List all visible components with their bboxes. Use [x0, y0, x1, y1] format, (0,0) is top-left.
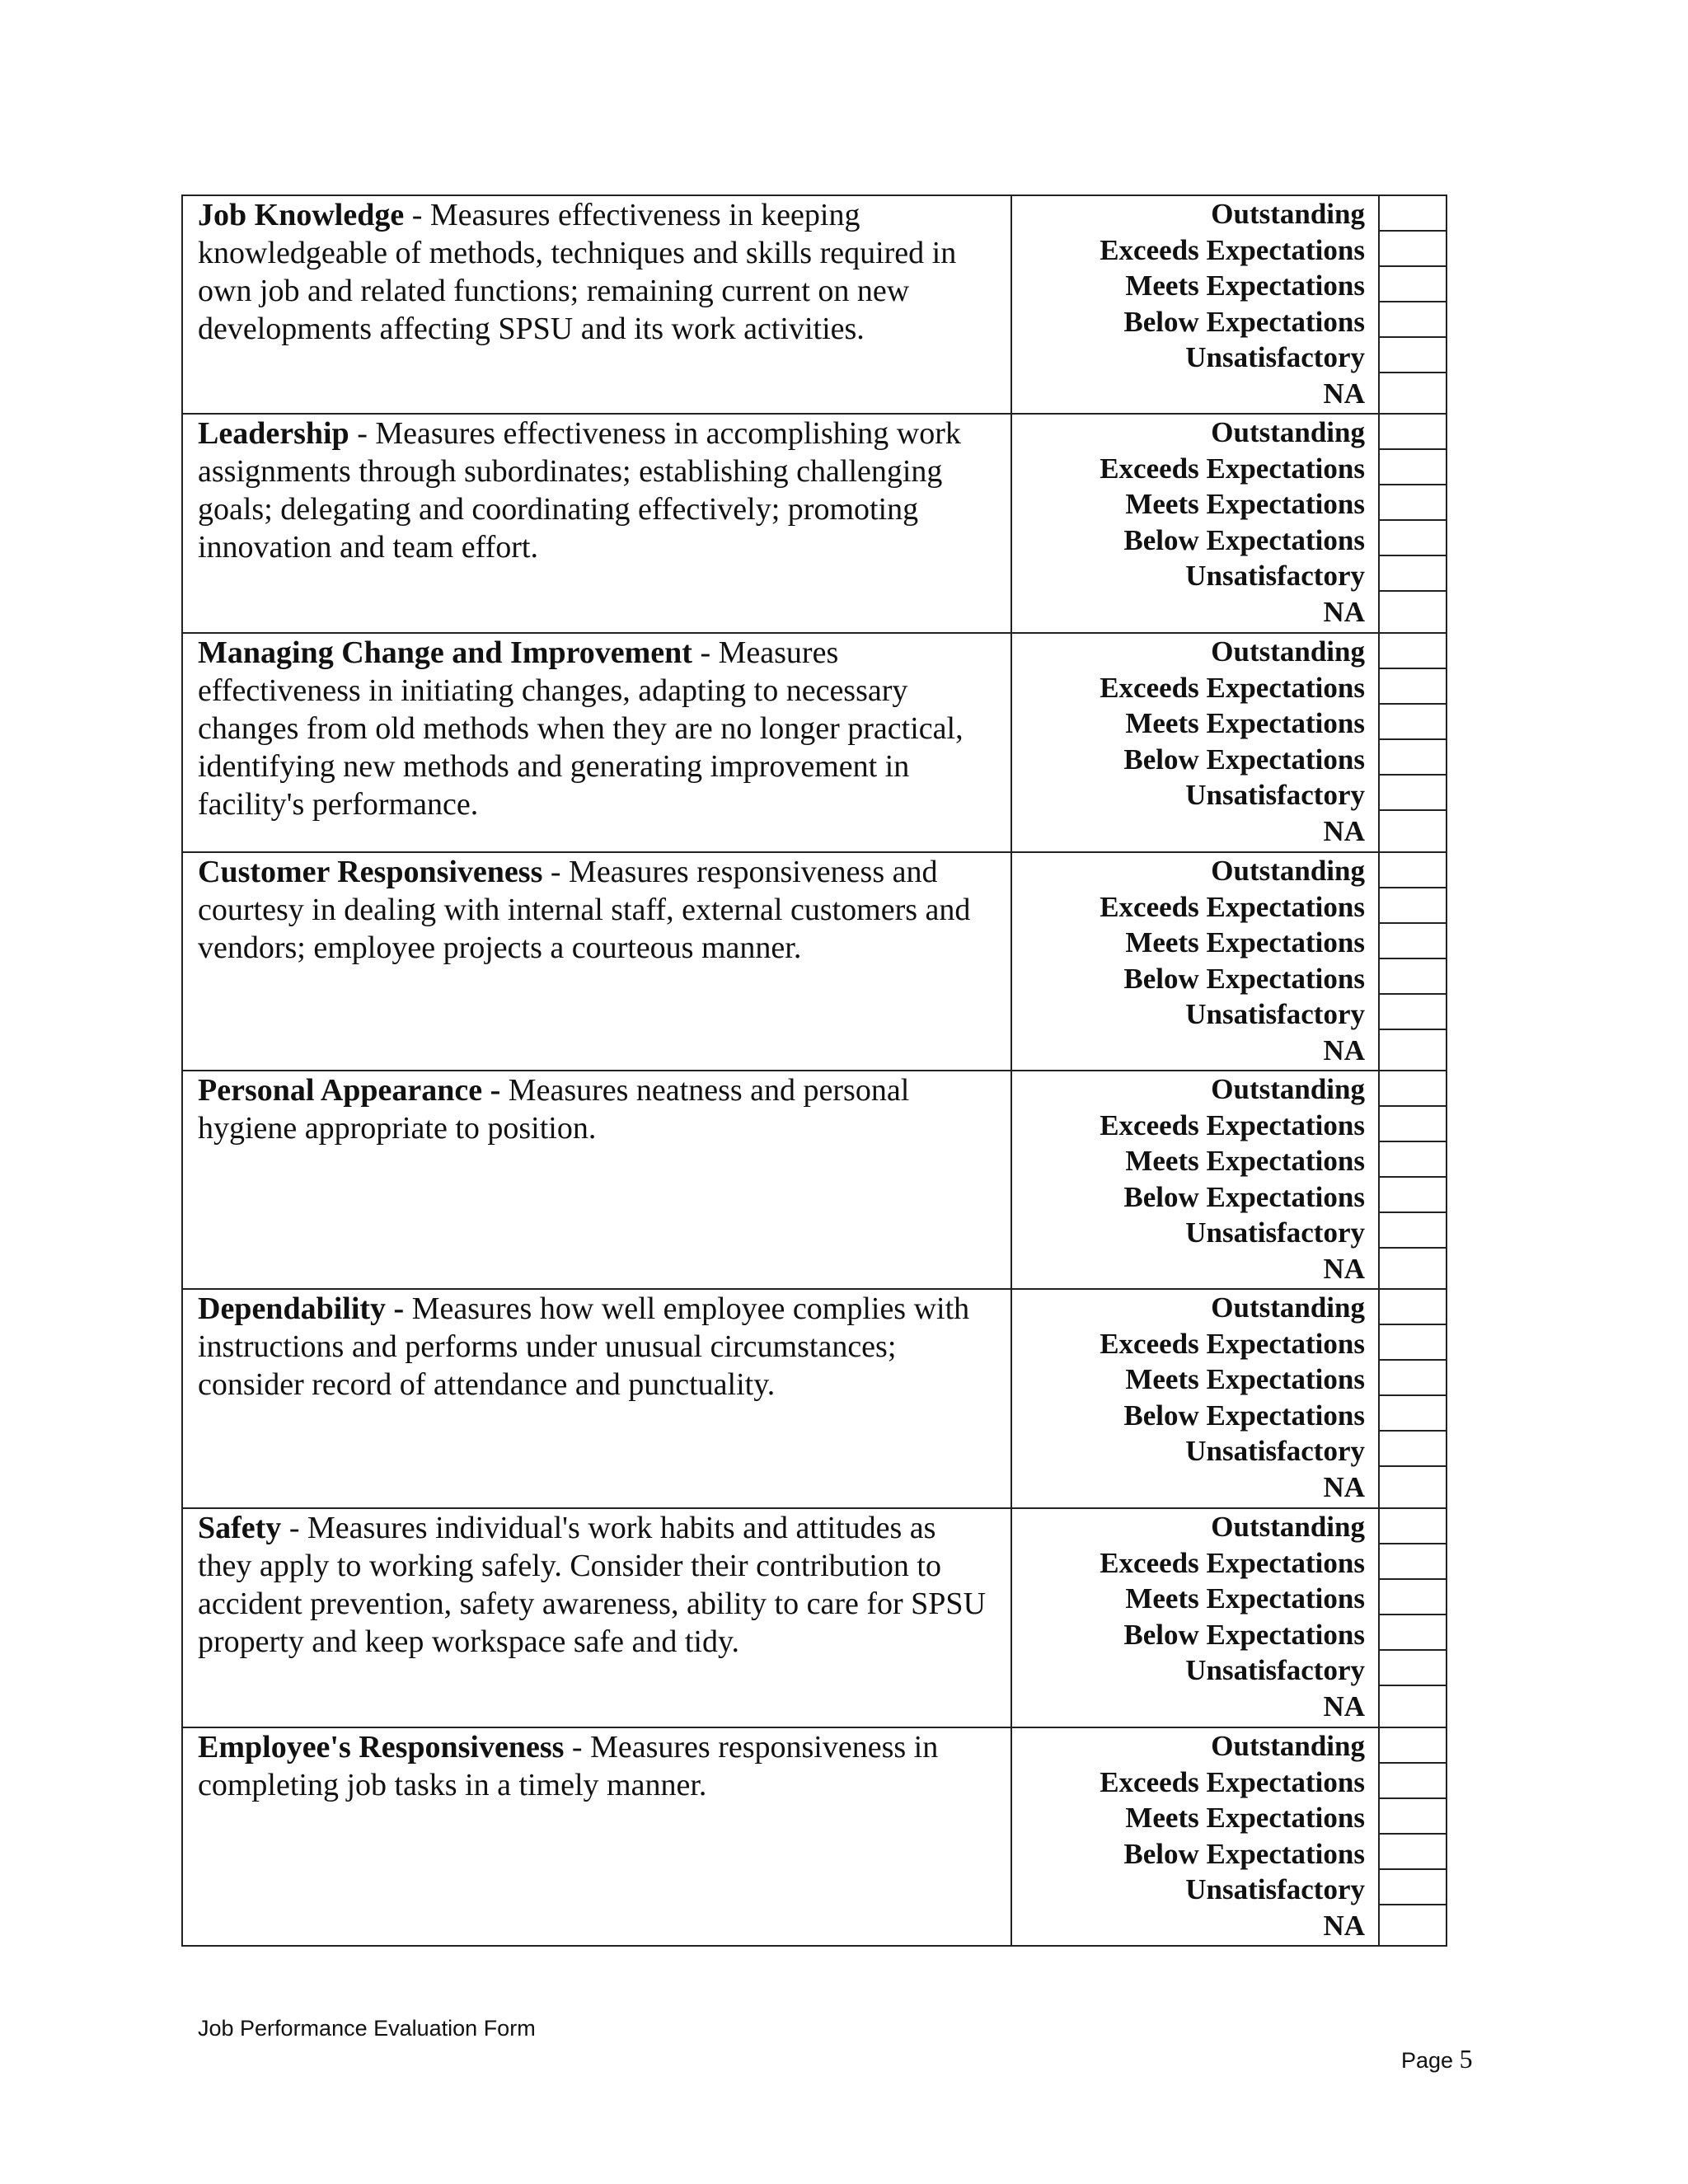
criterion-name: Managing Change and Improvement	[198, 635, 692, 670]
rating-checkbox[interactable]	[1380, 853, 1446, 888]
criterion-name: Dependability -	[198, 1291, 405, 1326]
rating-label: Unsatisfactory	[1185, 1873, 1365, 1906]
rating-checkbox-column	[1379, 1727, 1447, 1946]
rating-checkbox[interactable]	[1380, 1107, 1446, 1142]
rating-checkbox[interactable]	[1380, 740, 1446, 776]
criterion-description-cell	[182, 1071, 1011, 1289]
rating-label: Outstanding	[1211, 635, 1365, 668]
rating-label: Outstanding	[1211, 1730, 1365, 1762]
rating-checkbox[interactable]	[1380, 1615, 1446, 1651]
rating-label: NA	[1323, 814, 1365, 847]
rating-checkbox[interactable]	[1380, 1467, 1446, 1502]
rating-label: Meets Expectations	[1125, 1363, 1365, 1396]
criterion-row	[182, 1071, 1447, 1289]
criterion-description-cell	[182, 852, 1011, 1071]
rating-label: Meets Expectations	[1125, 269, 1365, 302]
rating-checkbox[interactable]	[1380, 485, 1446, 521]
rating-label: NA	[1323, 595, 1365, 628]
criterion-name: Leadership	[198, 416, 349, 451]
rating-options-cell	[1011, 633, 1379, 852]
rating-label: NA	[1323, 377, 1365, 410]
rating-checkbox-column	[1379, 1508, 1447, 1727]
footer-page-number	[1401, 2044, 1473, 2074]
rating-label: Outstanding	[1211, 198, 1365, 230]
criterion-description: Measures neatness and personal hygiene appropriate to position.	[198, 1073, 910, 1146]
criterion-description-cell	[182, 1508, 1011, 1727]
rating-label: Unsatisfactory	[1185, 1435, 1365, 1468]
rating-label: Unsatisfactory	[1185, 341, 1365, 374]
rating-checkbox[interactable]	[1380, 592, 1446, 627]
rating-label: Below Expectations	[1123, 1180, 1365, 1213]
rating-checkbox-column	[1379, 852, 1447, 1071]
rating-label: Exceeds Expectations	[1100, 1108, 1365, 1141]
rating-checkbox-column	[1379, 1071, 1447, 1289]
rating-checkbox[interactable]	[1380, 1142, 1446, 1178]
rating-options-cell	[1011, 1727, 1379, 1946]
rating-checkbox[interactable]	[1380, 1580, 1446, 1615]
rating-checkbox[interactable]	[1380, 267, 1446, 302]
rating-label: Below Expectations	[1123, 1837, 1365, 1870]
rating-options-cell	[1011, 195, 1379, 414]
rating-checkbox[interactable]	[1380, 1178, 1446, 1213]
rating-label: Outstanding	[1211, 1073, 1365, 1105]
criterion-name: Safety	[198, 1511, 282, 1545]
rating-label: Exceeds Expectations	[1100, 890, 1365, 923]
rating-checkbox-column	[1379, 414, 1447, 633]
rating-checkbox[interactable]	[1380, 1686, 1446, 1722]
criterion-description-cell	[182, 1727, 1011, 1946]
rating-checkbox[interactable]	[1380, 1030, 1446, 1066]
rating-checkbox[interactable]	[1380, 959, 1446, 995]
rating-checkbox[interactable]	[1380, 811, 1446, 846]
criterion-description: - Measures effectiveness in keeping knowledgeable of methods, techniques and skills required in own job and related functions; remaining current on new developments affecting SPSU and its work activities.	[198, 198, 957, 346]
rating-label: Below Expectations	[1123, 523, 1365, 556]
rating-label: Below Expectations	[1123, 1399, 1365, 1432]
criterion-description: - Measures effectiveness in initiating changes, adapting to necessary changes from old methods when they are no longer practical, identifying new methods and generating improvement in facility's performance.	[198, 635, 964, 822]
criterion-name: Customer Responsiveness	[198, 855, 543, 889]
rating-checkbox[interactable]	[1380, 232, 1446, 267]
rating-label: Unsatisfactory	[1185, 1216, 1365, 1249]
rating-checkbox[interactable]	[1380, 924, 1446, 959]
rating-checkbox[interactable]	[1380, 1361, 1446, 1396]
page-number: 5	[1459, 2044, 1473, 2074]
rating-label: NA	[1323, 1690, 1365, 1722]
rating-checkbox[interactable]	[1380, 1071, 1446, 1107]
criterion-description: - Measures responsiveness and courtesy in dealing with internal staff, external customers and vendors; employee projects a courteous manner.	[198, 855, 971, 965]
criterion-row	[182, 1508, 1447, 1727]
rating-options-cell	[1011, 852, 1379, 1071]
rating-checkbox-column	[1379, 1289, 1447, 1508]
rating-label: Outstanding	[1211, 1511, 1365, 1543]
rating-checkbox[interactable]	[1380, 1544, 1446, 1580]
rating-options-cell	[1011, 1508, 1379, 1727]
rating-checkbox[interactable]	[1380, 1870, 1446, 1905]
rating-options-cell	[1011, 414, 1379, 633]
criterion-name: Personal Appearance -	[198, 1073, 501, 1108]
page-label: Page	[1401, 2048, 1454, 2073]
rating-label: Meets Expectations	[1125, 488, 1365, 521]
criterion-description-cell	[182, 1289, 1011, 1508]
rating-checkbox[interactable]	[1380, 450, 1446, 485]
rating-checkbox[interactable]	[1380, 196, 1446, 232]
rating-label: Outstanding	[1211, 416, 1365, 448]
rating-checkbox[interactable]	[1380, 373, 1446, 409]
criterion-name: Employee's Responsiveness	[198, 1730, 565, 1765]
rating-checkbox[interactable]	[1380, 1509, 1446, 1544]
rating-label: NA	[1323, 1470, 1365, 1503]
rating-checkbox[interactable]	[1380, 556, 1446, 592]
rating-label: Unsatisfactory	[1185, 998, 1365, 1031]
rating-checkbox[interactable]	[1380, 776, 1446, 811]
rating-checkbox[interactable]	[1380, 1325, 1446, 1361]
rating-checkbox[interactable]	[1380, 1213, 1446, 1249]
rating-label: NA	[1323, 1909, 1365, 1942]
rating-label: Outstanding	[1211, 855, 1365, 887]
rating-checkbox[interactable]	[1380, 634, 1446, 669]
rating-checkbox[interactable]	[1380, 1651, 1446, 1686]
rating-checkbox[interactable]	[1380, 1432, 1446, 1467]
rating-checkbox[interactable]	[1380, 1764, 1446, 1799]
rating-label: Exceeds Expectations	[1100, 671, 1365, 704]
criterion-row	[182, 852, 1447, 1071]
rating-label: NA	[1323, 1252, 1365, 1285]
rating-checkbox[interactable]	[1380, 1396, 1446, 1432]
rating-checkbox[interactable]	[1380, 1290, 1446, 1325]
rating-label: Below Expectations	[1123, 743, 1365, 776]
rating-label: Meets Expectations	[1125, 1582, 1365, 1615]
criterion-description: - Measures effectiveness in accomplishing work assignments through subordinates; establishing challenging goals; delegating and coordinating effectively; promoting innovation and team effort.	[198, 416, 961, 565]
rating-label: Exceeds Expectations	[1100, 233, 1365, 266]
criterion-row	[182, 414, 1447, 633]
rating-label: Exceeds Expectations	[1100, 1327, 1365, 1360]
criterion-description-cell	[182, 414, 1011, 633]
rating-label: Meets Expectations	[1125, 1145, 1365, 1178]
rating-checkbox[interactable]	[1380, 995, 1446, 1030]
rating-label: Exceeds Expectations	[1100, 1765, 1365, 1798]
criteria-table-body	[182, 195, 1447, 1946]
rating-checkbox[interactable]	[1380, 1728, 1446, 1764]
rating-label: Unsatisfactory	[1185, 1654, 1365, 1687]
rating-label: Exceeds Expectations	[1100, 452, 1365, 485]
criterion-row	[182, 1289, 1447, 1508]
rating-label: Unsatisfactory	[1185, 779, 1365, 812]
criterion-row	[182, 633, 1447, 852]
rating-checkbox[interactable]	[1380, 302, 1446, 338]
rating-checkbox[interactable]	[1380, 669, 1446, 705]
criterion-description: - Measures responsiveness in completing job tasks in a timely manner.	[198, 1730, 939, 1802]
criterion-description: Measures how well employee complies with instructions and performs under unusual circumstances; consider record of attendance and punctuality.	[198, 1291, 970, 1402]
rating-label: Below Expectations	[1123, 1618, 1365, 1651]
criterion-description: - Measures individual's work habits and attitudes as they apply to working safely. Consider their contribution to accident prevention, safety awareness, ability to care for SPSU property and keep workspace safe and tidy.	[198, 1511, 987, 1659]
rating-label: Meets Expectations	[1125, 1802, 1365, 1835]
rating-checkbox[interactable]	[1380, 1799, 1446, 1835]
rating-label: Outstanding	[1211, 1291, 1365, 1324]
rating-checkbox[interactable]	[1380, 705, 1446, 740]
rating-options-cell	[1011, 1071, 1379, 1289]
rating-label: NA	[1323, 1033, 1365, 1066]
rating-checkbox[interactable]	[1380, 1905, 1446, 1941]
criterion-row	[182, 1727, 1447, 1946]
rating-checkbox[interactable]	[1380, 888, 1446, 924]
criterion-description-cell	[182, 633, 1011, 852]
rating-label: Below Expectations	[1123, 962, 1365, 995]
rating-label: Unsatisfactory	[1185, 560, 1365, 593]
rating-label: Exceeds Expectations	[1100, 1546, 1365, 1579]
rating-checkbox[interactable]	[1380, 521, 1446, 556]
criterion-description-cell	[182, 195, 1011, 414]
rating-checkbox-column	[1379, 633, 1447, 852]
rating-checkbox[interactable]	[1380, 415, 1446, 450]
criterion-name: Job Knowledge	[198, 198, 405, 232]
criterion-row	[182, 195, 1447, 414]
rating-options-cell	[1011, 1289, 1379, 1508]
rating-checkbox[interactable]	[1380, 338, 1446, 373]
rating-checkbox[interactable]	[1380, 1835, 1446, 1870]
rating-label: Below Expectations	[1123, 305, 1365, 338]
footer-form-title: Job Performance Evaluation Form	[198, 2016, 536, 2041]
rating-label: Meets Expectations	[1125, 926, 1365, 959]
rating-checkbox[interactable]	[1380, 1249, 1446, 1284]
rating-checkbox-column	[1379, 195, 1447, 414]
evaluation-table	[181, 194, 1447, 1947]
rating-label: Meets Expectations	[1125, 707, 1365, 740]
